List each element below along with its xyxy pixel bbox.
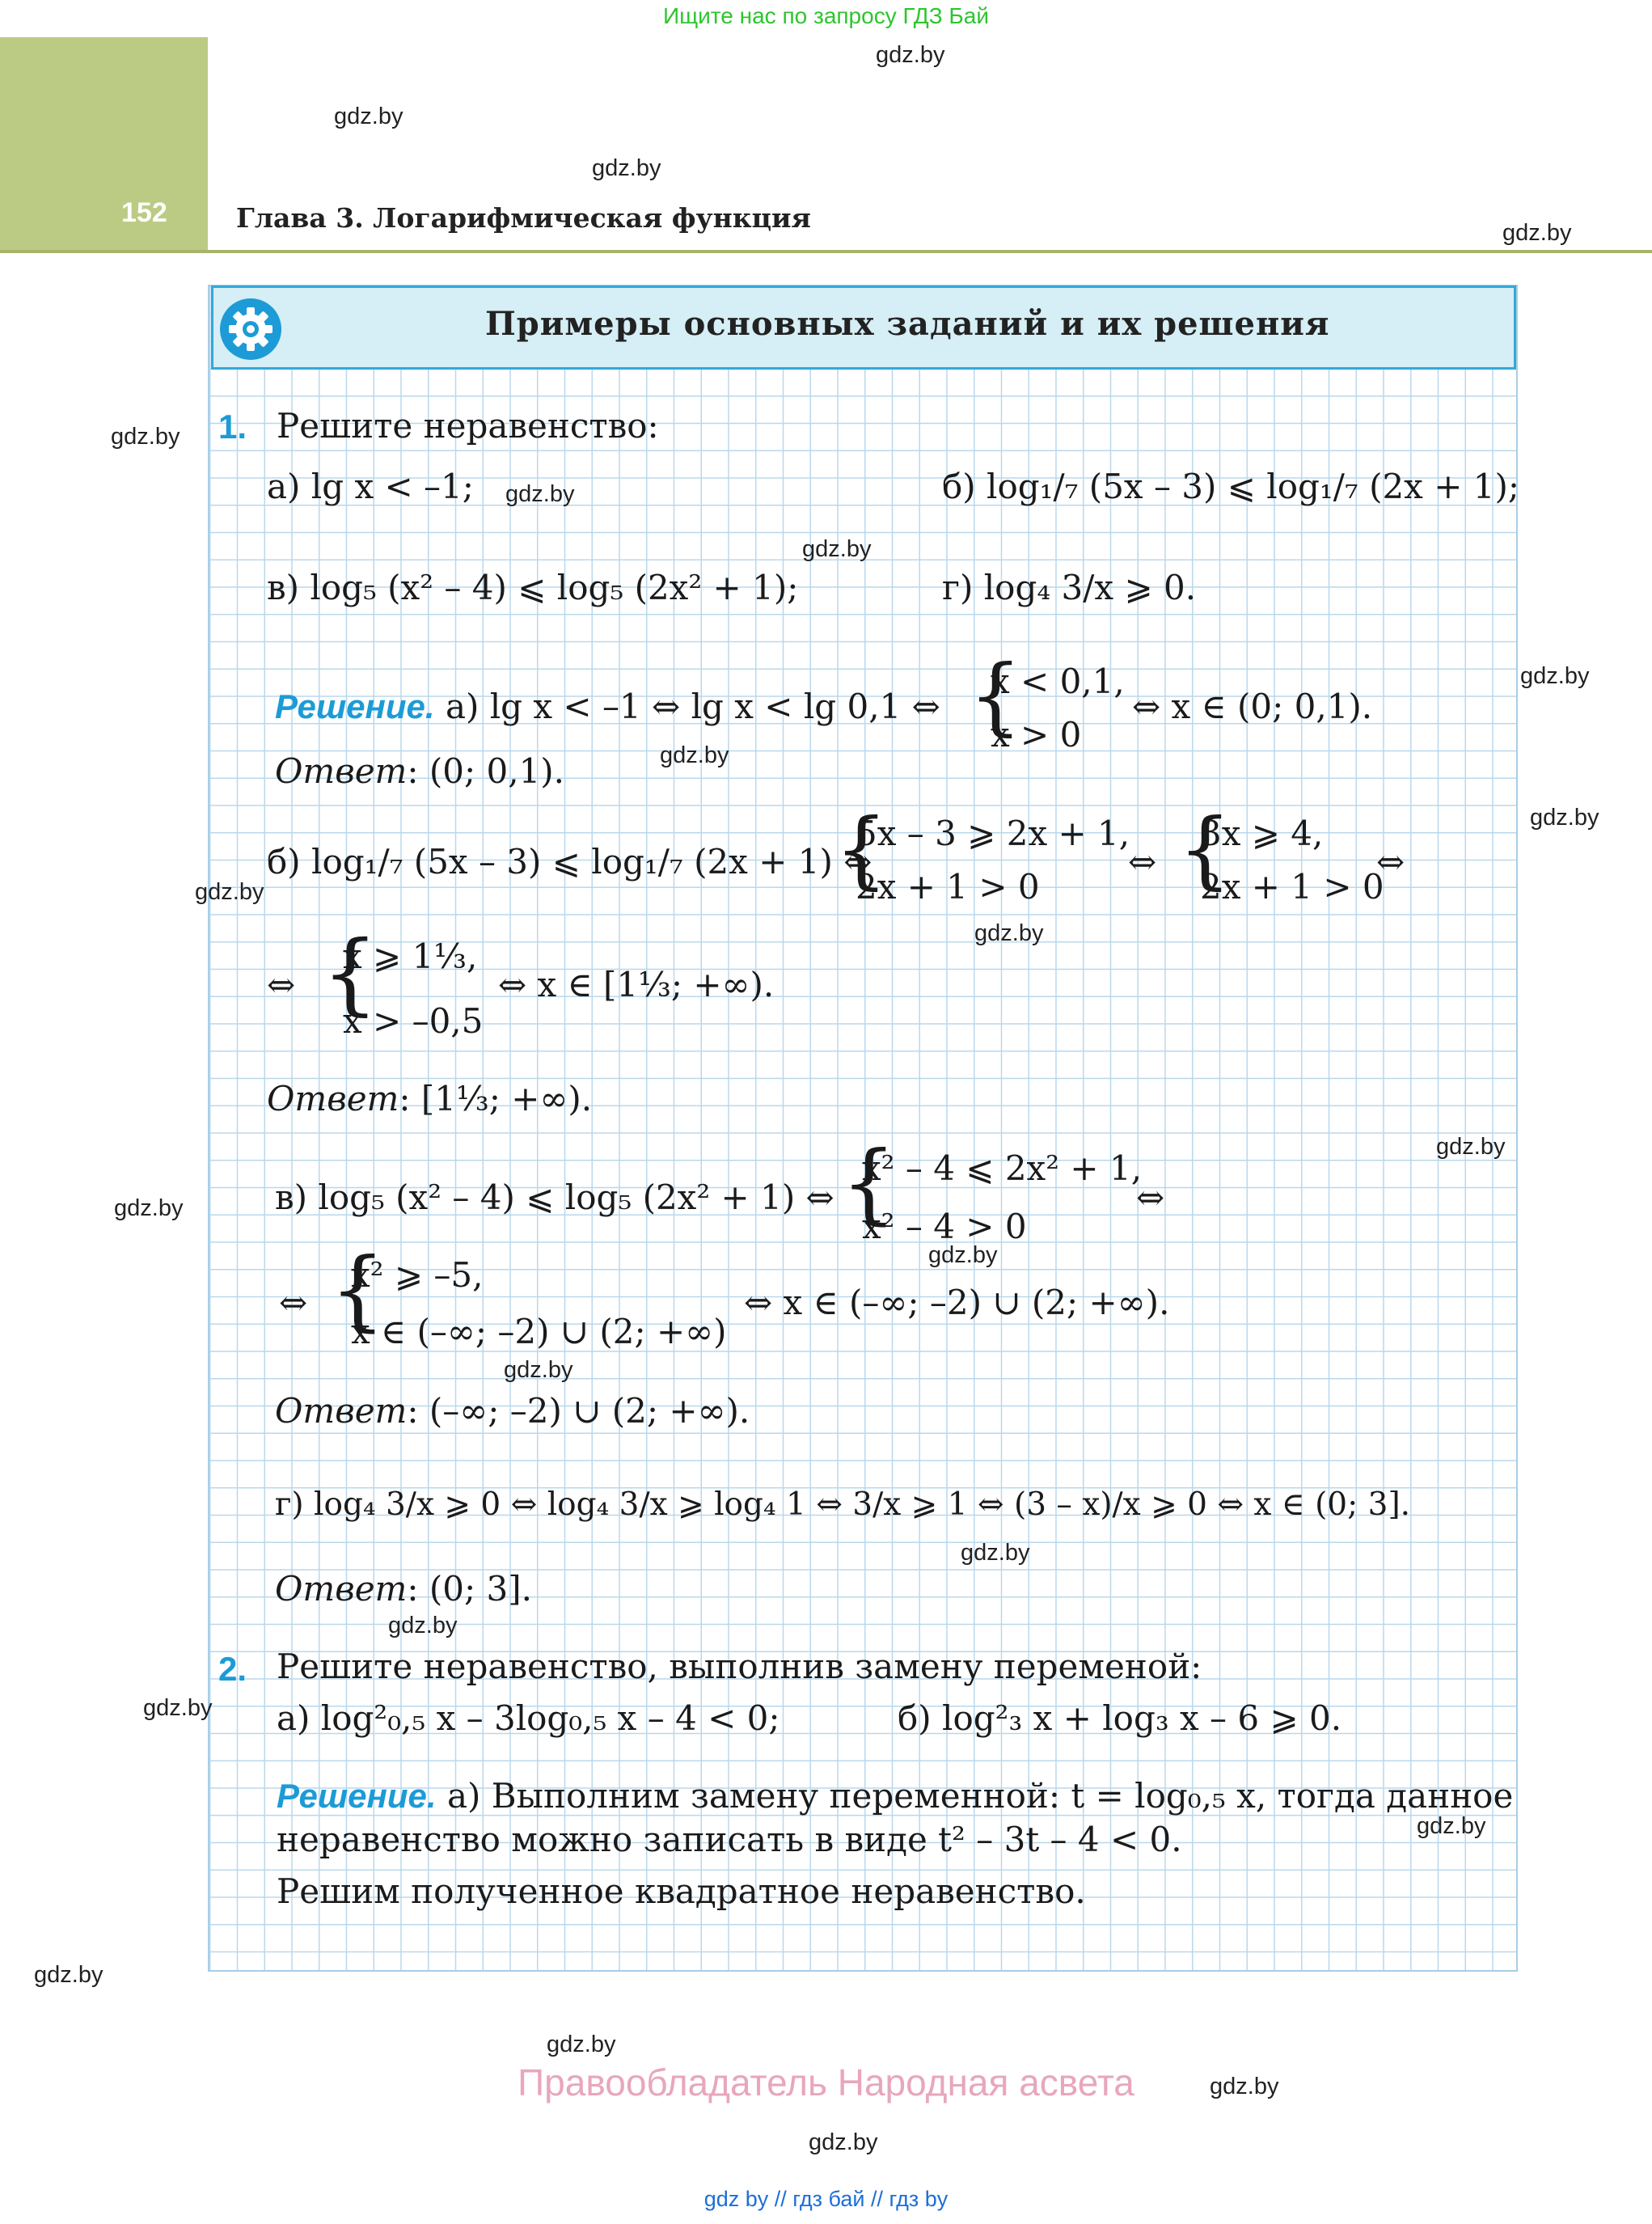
solution-a-line: [275, 687, 940, 726]
equivalence-sign: ⇔: [267, 965, 296, 1004]
system-b3-line1: x ⩾ 1⅓,: [343, 937, 478, 976]
watermark: gdz.by: [195, 879, 264, 905]
watermark: gdz.by: [34, 1962, 104, 1988]
equivalence-sign: ⇔: [1376, 842, 1405, 882]
task-prompt: Решите неравенство:: [277, 406, 659, 446]
solution-b-result: ⇔ x ∈ [1⅓; +∞).: [498, 965, 775, 1004]
watermark: gdz.by: [592, 155, 661, 181]
task2-solution-line2: неравенство можно записать в виде t² – 3t – 4 < 0.: [277, 1820, 1182, 1859]
top-search-banner[interactable]: Ищите нас по запросу ГДЗ Бай: [662, 3, 990, 28]
page-number: 152: [121, 197, 167, 228]
system-v1-line1: x² – 4 ⩽ 2x² + 1,: [862, 1148, 1143, 1188]
task1-item-v: в) log₅ (x² – 4) ⩽ log₅ (2x² + 1);: [267, 568, 799, 607]
equivalence-sign: ⇔: [1128, 842, 1157, 882]
watermark: gdz.by: [1436, 1134, 1506, 1160]
watermark: gdz.by: [1530, 805, 1599, 831]
task1-item-a: а) lg x < –1;: [267, 467, 474, 506]
answer-g-value: : (0; 3].: [407, 1569, 532, 1609]
answer-b-value: : [1⅓; +∞).: [399, 1079, 593, 1118]
watermark: gdz.by: [1417, 1813, 1486, 1839]
watermark: gdz.by: [802, 536, 872, 562]
system-b1-line2: 2x + 1 > 0: [856, 867, 1040, 907]
answer-label: Ответ: [275, 1569, 408, 1609]
watermark: gdz.by: [660, 742, 729, 768]
system-brace: {: [969, 646, 1023, 745]
system-brace: {: [841, 1133, 897, 1234]
task2-solution-line1: [277, 1776, 1514, 1816]
solution-a-result: ⇔ x ∈ (0; 0,1).: [1132, 687, 1373, 726]
watermark: gdz.by: [143, 1695, 213, 1721]
answer-v: [275, 1391, 750, 1431]
system-b1-line1: 5x – 3 ⩾ 2x + 1,: [856, 814, 1130, 853]
watermark: gdz.by: [504, 1357, 573, 1383]
watermark: gdz.by: [961, 1540, 1030, 1566]
system-v2-line2: x ∈ (–∞; –2) ∪ (2; +∞): [351, 1312, 727, 1351]
system-b2-line2: 2x + 1 > 0: [1200, 867, 1384, 907]
answer-label: Ответ: [275, 1391, 408, 1431]
solution-b-text: б) log₁/₇ (5x – 3) ⩽ log₁/₇ (2x + 1) ⇔: [267, 842, 872, 882]
task-prompt: Решите неравенство, выполнив замену переменой:: [277, 1647, 1202, 1686]
watermark: gdz.by: [974, 920, 1044, 946]
watermark: gdz.by: [505, 481, 575, 507]
watermark: gdz.by: [1520, 663, 1590, 689]
answer-label: Ответ: [267, 1079, 399, 1118]
solution-v-text: в) log₅ (x² – 4) ⩽ log₅ (2x² + 1) ⇔: [275, 1178, 834, 1217]
task2-item-a: а) log²₀,₅ x – 3log₀,₅ x – 4 < 0;: [277, 1698, 780, 1738]
task-number: 1.: [218, 408, 247, 446]
watermark: gdz.by: [114, 1195, 184, 1221]
system-v2-line1: x² ⩾ –5,: [351, 1255, 484, 1295]
watermark: gdz.by: [809, 2129, 878, 2155]
system-brace: {: [834, 800, 889, 898]
system-b3-line2: x > –0,5: [343, 1001, 484, 1041]
task2-item-b: б) log²₃ x + log₃ x – 6 ⩾ 0.: [898, 1698, 1342, 1738]
solution-v-result: ⇔ x ∈ (–∞; –2) ∪ (2; +∞).: [744, 1283, 1170, 1322]
answer-a-value: : (0; 0,1).: [407, 751, 565, 791]
answer-a: [275, 751, 565, 791]
watermark: gdz.by: [111, 424, 180, 450]
watermark: gdz.by: [1502, 220, 1572, 246]
task1-item-g: г) log₄ 3/x ⩾ 0.: [942, 568, 1197, 607]
copyright-notice: Правообладатель Народная асвета: [518, 2061, 1134, 2103]
system-brace: {: [322, 921, 378, 1025]
system-brace: {: [1178, 800, 1232, 898]
page-corner-tab: [0, 37, 208, 252]
solution-label: Решение.: [277, 1777, 437, 1815]
watermark: gdz.by: [388, 1613, 458, 1638]
solution-label: Решение.: [275, 687, 435, 725]
system-a-line1: x < 0,1,: [991, 662, 1125, 701]
watermark: gdz.by: [547, 2032, 616, 2057]
watermark: gdz.by: [1210, 2074, 1279, 2099]
equivalence-sign: ⇔: [279, 1283, 308, 1322]
watermark: gdz.by: [334, 104, 403, 129]
answer-b: [267, 1079, 593, 1118]
system-v1-line2: x² – 4 > 0: [862, 1207, 1027, 1246]
watermark: gdz.by: [876, 42, 945, 68]
chapter-title: Глава 3. Логарифмическая функция: [236, 202, 811, 234]
gear-icon: [218, 297, 283, 362]
task2-solution-line3: Решим полученное квадратное неравенство.: [277, 1871, 1086, 1911]
answer-v-value: : (–∞; –2) ∪ (2; +∞).: [407, 1391, 750, 1431]
solution-g-text: г) log₄ 3/x ⩾ 0 ⇔ log₄ 3/x ⩾ log₄ 1 ⇔ 3/x ⩾ 1 ⇔ (3 – x)/x ⩾ 0 ⇔ x ∈ (0; 3].: [275, 1486, 1411, 1523]
equivalence-sign: ⇔: [1136, 1178, 1165, 1217]
section-title: Примеры основных заданий и их решения: [485, 305, 1330, 343]
system-brace: {: [330, 1240, 386, 1341]
system-b2-line1: 3x ⩾ 4,: [1200, 814, 1324, 853]
footer-links[interactable]: gdz by // гдз бай // гдз by: [703, 2187, 949, 2211]
task1-item-b: б) log₁/₇ (5x – 3) ⩽ log₁/₇ (2x + 1);: [942, 467, 1520, 506]
task-number: 2.: [218, 1650, 247, 1688]
solution-a-text: а) lg x < –1 ⇔ lg x < lg 0,1 ⇔: [445, 687, 940, 726]
answer-label: Ответ: [275, 751, 408, 791]
system-a-line2: x > 0: [991, 715, 1082, 755]
watermark: gdz.by: [928, 1242, 998, 1268]
header-divider: [0, 250, 1652, 253]
task2-solution-text: а) Выполним замену переменной: t = log₀,₅ x, тогда данное: [446, 1776, 1514, 1816]
answer-g: [275, 1569, 532, 1609]
